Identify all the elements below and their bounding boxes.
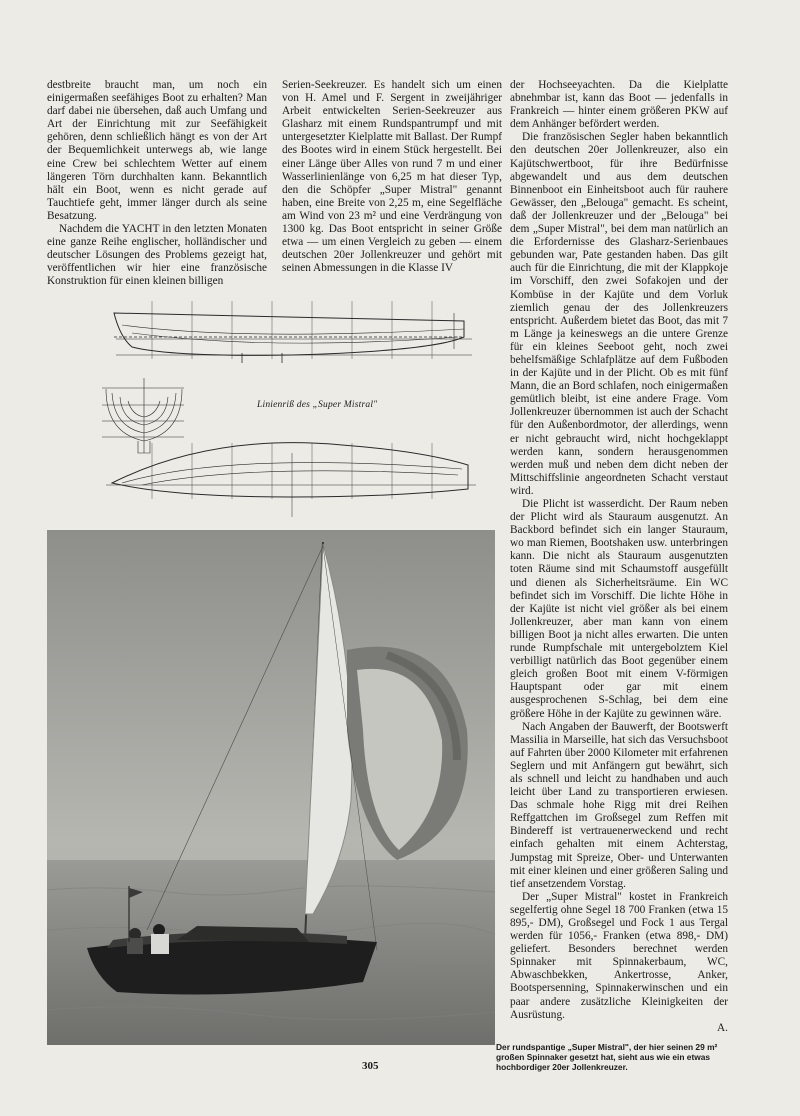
paragraph: Serien-Seekreuzer. Es handelt sich um einen von H. Amel und F. Sergent in zweijähriger Arbeit entwickelten Serien-Seekreuzer aus Glasharz mit einem Rundspantrumpf und mit untergesetzter Kielplatte mit Ballast. Der Rumpf des Bootes wird in einem Stück hergestellt. Bei einer Länge über Alles von rund 7 m und einer Wasserlinienlänge von 6,25 m hat dieser Typ, den die Schöpfer „Super Mistral" genannt haben, eine Breite von 2,25 m, eine Segelfläche am Wind von 23 m² und eine Verdrängung von 1300 kg. Das Boot entspricht in seiner Größe etwa — um einen Vergleich zu geben — einem deutschen 20er Jollenkreuzer und gehört mit seinen Abmessungen in die Klasse IV (282, 79, 502, 275)
paragraph: Nachdem die YACHT in den letzten Monaten eine ganze Reihe englischer, holländischer und deutscher Lösungen des Problems gezeigt hat, veröffentlichen wir hier eine französische Konstruktion für einen kleinen billigen (47, 223, 267, 288)
paragraph: Der „Super Mistral" kostet in Frankreich segelfertig ohne Segel 18 700 Franken (etwa 15 895,- DM), Großsegel und Fock 1 aus Tergal werden für 1056,- Franken (etwa 898,- DM) geliefert. Besonders berechnet werden Spinnaker mit Spinnakerbaum, WC, Abwaschbekken, Ankertrosse, Anker, Bootspersenning, Spinnakerwinschen und ein paar andere zusätzliche Kleinigkeiten der Ausrüstung. (510, 890, 728, 1021)
text-column-3 (510, 79, 728, 1035)
sailboat-photo (47, 530, 495, 1045)
author-signature: A. (717, 1021, 728, 1034)
profile-view (114, 301, 472, 363)
body-plan (102, 378, 184, 453)
figure-caption: Linienriß des „Super Mistral" (257, 400, 378, 410)
paragraph: Nach Angaben der Bauwerft, der Bootswerft Massilia in Marseille, hat sich das Versuchsboot auf Fahrten über 2000 Kilometer mit erfahrenen Seglern und mit Anfängern gut bewährt, sich als schnell und leicht zu handhaben und auch leicht über Land zu transportieren erwiesen. Das schmale hohe Rigg mit drei Reihen Reffgattchen im Großsegel zum Reffen mit Bindereff ist vertrauenerweckend und recht einfach gehalten mit einem Achterstag, Jumpstag mit Spreize, Ober- und Unterwanten mit einer kleinen und einer größeren Saling und tief ansetzendem Vorstag. (510, 720, 728, 890)
photo-caption: Der rundspantige „Super Mistral", der hier seinen 29 m² großen Spinnaker gesetzt hat, sieht aus wie ein etwas hochbordiger 20er Jollenkreuzer. (496, 1042, 718, 1072)
text-column-1 (47, 79, 267, 289)
half-breadth-view (106, 443, 476, 517)
paragraph: der Hochseeyachten. Da die Kielplatte abnehmbar ist, kann das Boot — jedenfalls in Frankreich — hinter einem größeren PKW auf dem Anhänger befördert werden. (510, 79, 728, 131)
paragraph: destbreite braucht man, um noch ein einigermaßen seefähiges Boot zu erhalten? Man darf dabei nie übersehen, daß auch Umfang und Art der Einrichtung mit zur Seefähigkeit gehören, denn schließlich hängt es von der Art der Bequemlichkeit unterwegs ab, wie lange eine Crew bei schlechtem Wetter auf einem längeren Törn durchhalten kann. Bekanntlich hält ein Boot, wenn es nicht gerade auf Tauchtiefe geht, immer länger durch als seine Besatzung. (47, 79, 267, 222)
text-column-2 (282, 79, 502, 275)
paragraph: Die französischen Segler haben bekanntlich den deutschen 20er Jollenkreuzer, also ein Kajütschwertboot, für ihre Bedürfnisse abgewandelt und aus dem deutschen Binnenboot ein Einheitsboot auch für rauhere Gewässer, den „Belouga" gemacht. Es scheint, daß der Jollenkreuzer und der „Belouga" bei dem „Super Mistral", bei dem man natürlich an die Erfordernisse des Glasharz-Serienbaues gebunden war, Pate gestanden haben. Das gilt auch für die Einrichtung, die mit der Klappkoje im Vorschiff, den zwei Sofakojen und der Kombüse in der Kajüte und dem Vorluk ziemlich genau der des Jollenkreuzers entspricht. Außerdem bietet das Boot, das mit 7 m Länge ja keineswegs an die untere Grenze für ein kleines Seeboot geht, noch zwei behelfsmäßige Schlafplätze auf dem Fußboden in der Kajüte und in der Plicht. Ob es mit fünf Mann, die an Bord schlafen, noch einigermaßen gemütlich bleibt, ist eine andere Frage. Vom Jollenkreuzer übernommen ist auch der Schacht für den Außenbordmotor, der allerdings, wenn er nicht gebraucht wird, nicht hochgeklappt werden kann, sondern herausgenommen werden muß und neben dem dicht neben der Mittschiffslinie angeordneten Schacht verstaut wird. (510, 131, 728, 497)
page-number: 305 (362, 1060, 379, 1072)
paragraph: Die Plicht ist wasserdicht. Der Raum neben der Plicht wird als Stauraum ausgenutzt. An Backbord befindet sich ein langer Stauraum, wo man Riemen, Bootshaken usw. unterbringen kann. Die nicht als Stauraum ausgenutzten toten Räume sind mit Schaumstoff ausgefüllt und dienen als Sicherheitsräume. Ein WC befindet sich im Vorschiff. Die lichte Höhe in der Kajüte ist nicht viel größer als bei einem Jollenkreuzer, aber man kann von einem billigen Boot ja nicht alles erwarten. Die unten runde Rumpfschale mit untergebolztem Kiel verbilligt natürlich das Boot gegenüber einem gleich großen Boot mit einem V-förmigen Hauptspant oder gar mit einem ausgesprochenen S-Schlag, bei dem eine größere Höhe in der Kajüte zu gewinnen wäre. (510, 498, 728, 720)
